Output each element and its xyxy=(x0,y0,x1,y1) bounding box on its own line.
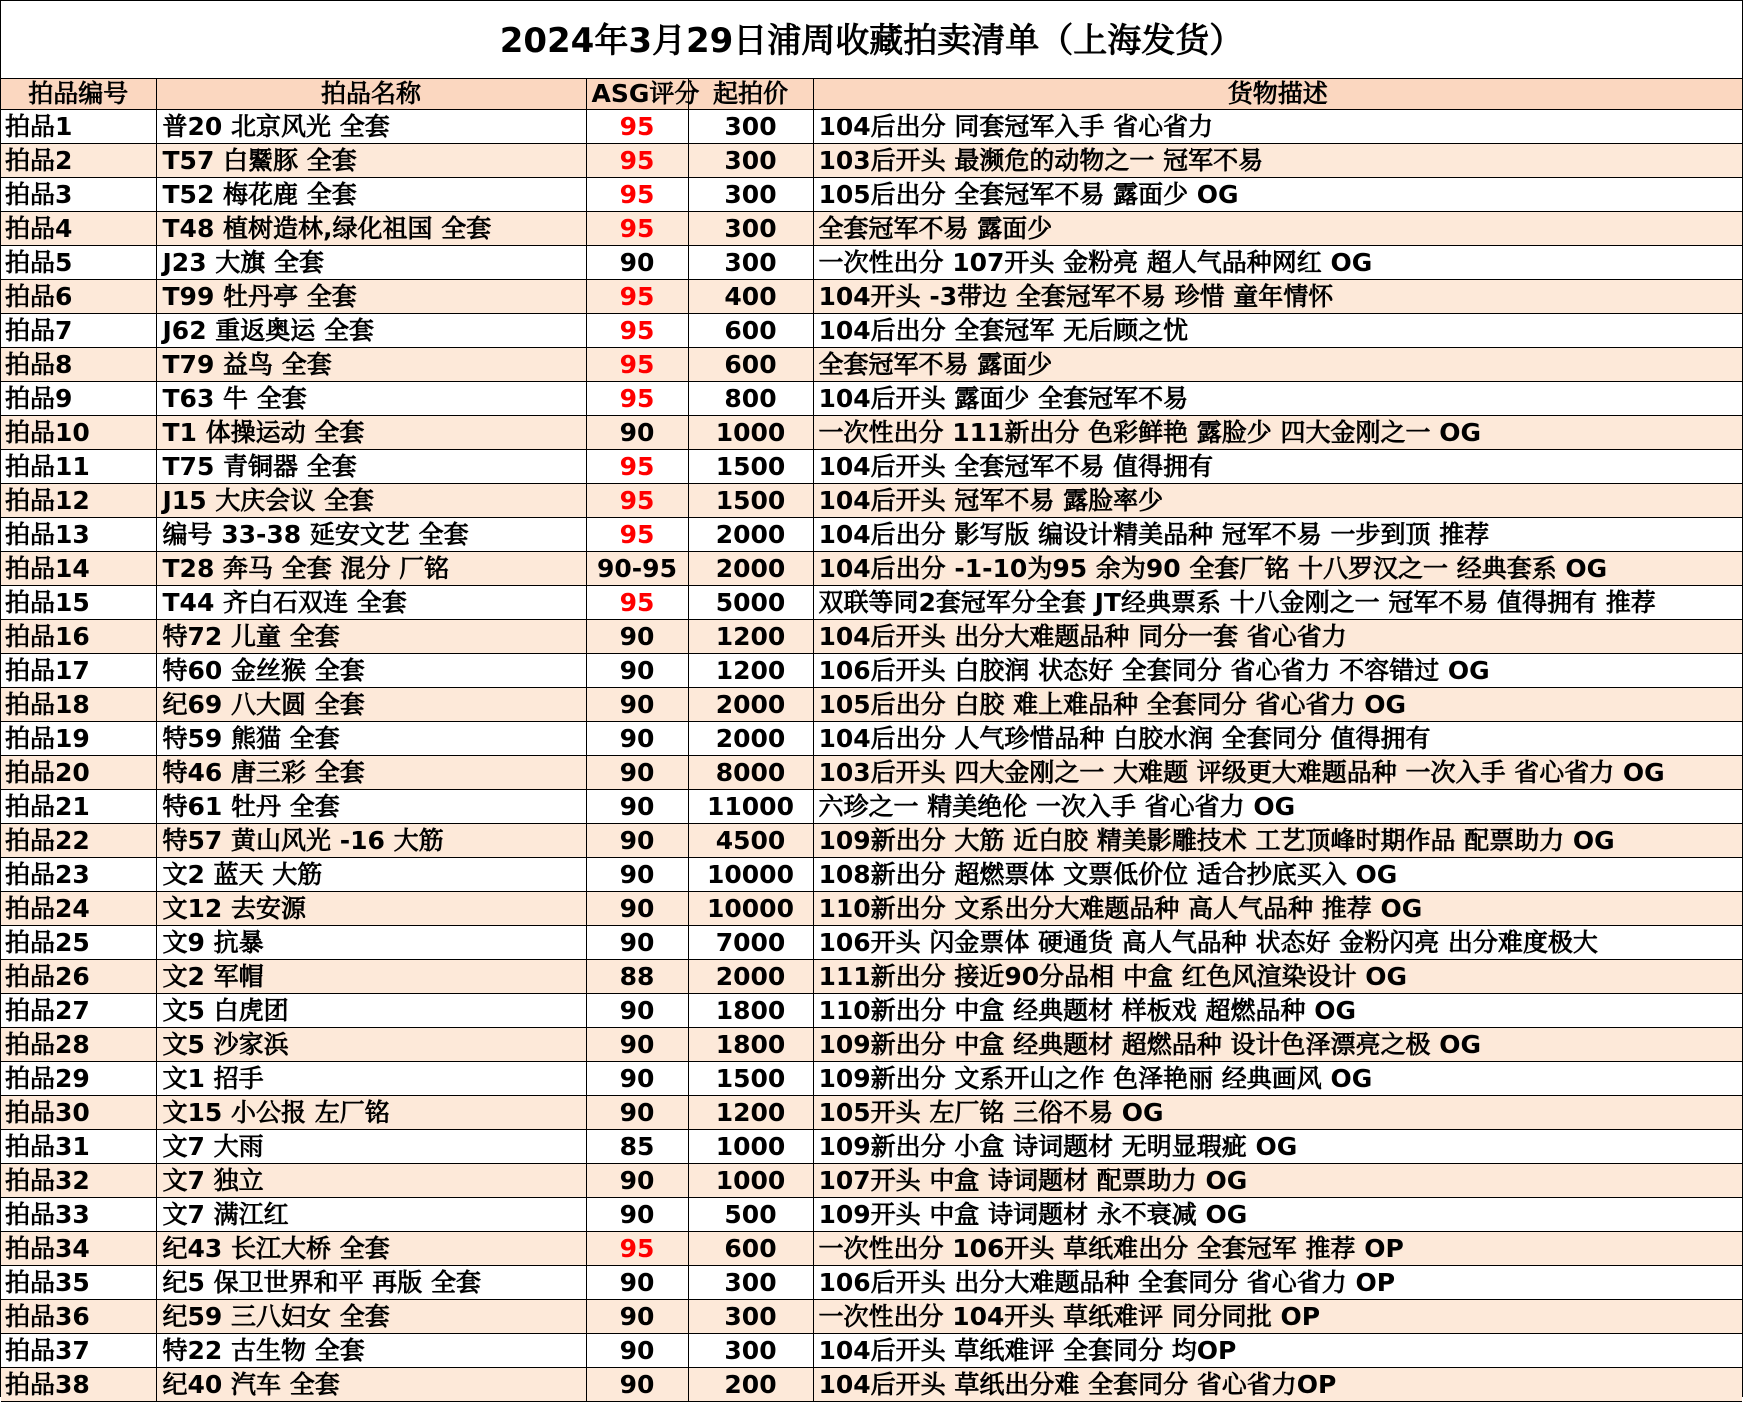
table-body xyxy=(1,110,1742,1402)
lot-number-cell: 拍品7 xyxy=(1,314,156,348)
lot-name-cell: T63 牛 全套 xyxy=(156,382,586,416)
asg-score-cell: 90 xyxy=(586,246,688,280)
table-row xyxy=(1,518,1742,552)
asg-score-cell: 95 xyxy=(586,314,688,348)
header-lot-number: 拍品编号 xyxy=(1,79,156,110)
description-cell: 103后开头 四大金刚之一 大难题 评级更大难题品种 一次入手 省心省力 OG xyxy=(813,756,1742,790)
asg-score-cell: 90 xyxy=(586,790,688,824)
asg-score-cell: 90 xyxy=(586,1062,688,1096)
table-row xyxy=(1,858,1742,892)
description-cell: 104后开头 全套冠军不易 值得拥有 xyxy=(813,450,1742,484)
asg-score-cell: 90 xyxy=(586,1096,688,1130)
start-price-cell: 300 xyxy=(688,1334,813,1368)
lot-number-cell: 拍品35 xyxy=(1,1266,156,1300)
lot-number-cell: 拍品36 xyxy=(1,1300,156,1334)
lot-number-cell: 拍品20 xyxy=(1,756,156,790)
asg-score-cell: 95 xyxy=(586,144,688,178)
description-cell: 一次性出分 111新出分 色彩鲜艳 露脸少 四大金刚之一 OG xyxy=(813,416,1742,450)
lot-number-cell: 拍品14 xyxy=(1,552,156,586)
lot-number-cell: 拍品11 xyxy=(1,450,156,484)
lot-name-cell: T48 植树造林,绿化祖国 全套 xyxy=(156,212,586,246)
asg-score-cell: 85 xyxy=(586,1130,688,1164)
start-price-cell: 1200 xyxy=(688,1096,813,1130)
description-cell: 一次性出分 104开头 草纸难评 同分同批 OP xyxy=(813,1300,1742,1334)
table-row xyxy=(1,1028,1742,1062)
table-row xyxy=(1,1164,1742,1198)
lot-name-cell: T75 青铜器 全套 xyxy=(156,450,586,484)
lot-name-cell: 文1 招手 xyxy=(156,1062,586,1096)
asg-score-cell: 90 xyxy=(586,1368,688,1402)
header-lot-name: 拍品名称 xyxy=(156,79,586,110)
lot-name-cell: 特60 金丝猴 全套 xyxy=(156,654,586,688)
description-cell: 全套冠军不易 露面少 xyxy=(813,212,1742,246)
table-row xyxy=(1,314,1742,348)
lot-number-cell: 拍品37 xyxy=(1,1334,156,1368)
start-price-cell: 4500 xyxy=(688,824,813,858)
table-row xyxy=(1,1130,1742,1164)
asg-score-cell: 95 xyxy=(586,212,688,246)
description-cell: 六珍之一 精美绝伦 一次入手 省心省力 OG xyxy=(813,790,1742,824)
table-row xyxy=(1,620,1742,654)
lot-number-cell: 拍品3 xyxy=(1,178,156,212)
description-cell: 103后开头 最濒危的动物之一 冠军不易 xyxy=(813,144,1742,178)
table-row xyxy=(1,416,1742,450)
description-cell: 104后开头 露面少 全套冠军不易 xyxy=(813,382,1742,416)
description-cell: 一次性出分 106开头 草纸难出分 全套冠军 推荐 OP xyxy=(813,1232,1742,1266)
start-price-cell: 600 xyxy=(688,314,813,348)
description-cell: 全套冠军不易 露面少 xyxy=(813,348,1742,382)
description-cell: 105后出分 白胶 难上难品种 全套同分 省心省力 OG xyxy=(813,688,1742,722)
start-price-cell: 300 xyxy=(688,1300,813,1334)
lot-number-cell: 拍品31 xyxy=(1,1130,156,1164)
asg-score-cell: 95 xyxy=(586,178,688,212)
lot-name-cell: J23 大旗 全套 xyxy=(156,246,586,280)
table-row xyxy=(1,178,1742,212)
lot-number-cell: 拍品17 xyxy=(1,654,156,688)
asg-score-cell: 88 xyxy=(586,960,688,994)
start-price-cell: 400 xyxy=(688,280,813,314)
start-price-cell: 600 xyxy=(688,1232,813,1266)
lot-name-cell: 文12 去安源 xyxy=(156,892,586,926)
asg-score-cell: 90 xyxy=(586,654,688,688)
asg-score-cell: 90 xyxy=(586,892,688,926)
asg-score-cell: 95 xyxy=(586,348,688,382)
lot-number-cell: 拍品32 xyxy=(1,1164,156,1198)
start-price-cell: 300 xyxy=(688,1266,813,1300)
sheet-title: 2024年3月29日浦周收藏拍卖清单（上海发货） xyxy=(1,1,1742,79)
lot-number-cell: 拍品8 xyxy=(1,348,156,382)
start-price-cell: 600 xyxy=(688,348,813,382)
description-cell: 107开头 中盒 诗词题材 配票助力 OG xyxy=(813,1164,1742,1198)
description-cell: 104后开头 草纸出分难 全套同分 省心省力OP xyxy=(813,1368,1742,1402)
description-cell: 双联等同2套冠军分全套 JT经典票系 十八金刚之一 冠军不易 值得拥有 推荐 xyxy=(813,586,1742,620)
table-row xyxy=(1,212,1742,246)
table-row xyxy=(1,552,1742,586)
asg-score-cell: 90 xyxy=(586,1164,688,1198)
description-cell: 108新出分 超燃票体 文票低价位 适合抄底买入 OG xyxy=(813,858,1742,892)
description-cell: 104后开头 冠军不易 露脸率少 xyxy=(813,484,1742,518)
start-price-cell: 300 xyxy=(688,178,813,212)
lot-number-cell: 拍品30 xyxy=(1,1096,156,1130)
description-cell: 109开头 中盒 诗词题材 永不衰减 OG xyxy=(813,1198,1742,1232)
description-cell: 106后开头 白胶润 状态好 全套同分 省心省力 不容错过 OG xyxy=(813,654,1742,688)
lot-name-cell: 文2 军帽 xyxy=(156,960,586,994)
table-row xyxy=(1,756,1742,790)
asg-score-cell: 90 xyxy=(586,926,688,960)
asg-score-cell: 90 xyxy=(586,416,688,450)
asg-score-cell: 95 xyxy=(586,450,688,484)
start-price-cell: 2000 xyxy=(688,552,813,586)
table-row xyxy=(1,1062,1742,1096)
asg-score-cell: 90 xyxy=(586,1198,688,1232)
table-row xyxy=(1,1198,1742,1232)
lot-name-cell: J62 重返奥运 全套 xyxy=(156,314,586,348)
lot-number-cell: 拍品26 xyxy=(1,960,156,994)
lot-name-cell: 特72 儿童 全套 xyxy=(156,620,586,654)
description-cell: 109新出分 文系开山之作 色泽艳丽 经典画风 OG xyxy=(813,1062,1742,1096)
asg-score-cell: 90 xyxy=(586,994,688,1028)
start-price-cell: 2000 xyxy=(688,688,813,722)
asg-score-cell: 95 xyxy=(586,518,688,552)
table-row xyxy=(1,960,1742,994)
lot-number-cell: 拍品28 xyxy=(1,1028,156,1062)
description-cell: 104后出分 -1-10为95 余为90 全套厂铭 十八罗汉之一 经典套系 OG xyxy=(813,552,1742,586)
lot-number-cell: 拍品21 xyxy=(1,790,156,824)
lot-number-cell: 拍品22 xyxy=(1,824,156,858)
start-price-cell: 8000 xyxy=(688,756,813,790)
description-cell: 104后出分 影写版 编设计精美品种 冠军不易 一步到顶 推荐 xyxy=(813,518,1742,552)
description-cell: 105开头 左厂铭 三俗不易 OG xyxy=(813,1096,1742,1130)
table-row xyxy=(1,994,1742,1028)
asg-score-cell: 90 xyxy=(586,824,688,858)
start-price-cell: 1000 xyxy=(688,416,813,450)
description-cell: 104后出分 同套冠军入手 省心省力 xyxy=(813,110,1742,144)
header-description: 货物描述 xyxy=(813,79,1742,110)
lot-name-cell: 文7 独立 xyxy=(156,1164,586,1198)
lot-name-cell: 普20 北京风光 全套 xyxy=(156,110,586,144)
lot-name-cell: J15 大庆会议 全套 xyxy=(156,484,586,518)
lot-number-cell: 拍品16 xyxy=(1,620,156,654)
lot-name-cell: 文5 沙家浜 xyxy=(156,1028,586,1062)
start-price-cell: 1200 xyxy=(688,620,813,654)
table-row xyxy=(1,110,1742,144)
lot-number-cell: 拍品2 xyxy=(1,144,156,178)
description-cell: 111新出分 接近90分品相 中盒 红色风渲染设计 OG xyxy=(813,960,1742,994)
table-row xyxy=(1,246,1742,280)
start-price-cell: 300 xyxy=(688,212,813,246)
header-asg-score: ASG评分 xyxy=(586,79,688,110)
asg-score-cell: 90-95 xyxy=(586,552,688,586)
lot-name-cell: 纪43 长江大桥 全套 xyxy=(156,1232,586,1266)
description-cell: 105后出分 全套冠军不易 露面少 OG xyxy=(813,178,1742,212)
asg-score-cell: 90 xyxy=(586,1266,688,1300)
table-row xyxy=(1,484,1742,518)
table-row xyxy=(1,654,1742,688)
lot-number-cell: 拍品34 xyxy=(1,1232,156,1266)
description-cell: 106开头 闪金票体 硬通货 高人气品种 状态好 金粉闪亮 出分难度极大 xyxy=(813,926,1742,960)
asg-score-cell: 90 xyxy=(586,1334,688,1368)
lot-name-cell: 文5 白虎团 xyxy=(156,994,586,1028)
table-row xyxy=(1,1300,1742,1334)
table-row xyxy=(1,892,1742,926)
lot-number-cell: 拍品23 xyxy=(1,858,156,892)
start-price-cell: 1200 xyxy=(688,654,813,688)
lot-name-cell: 特61 牡丹 全套 xyxy=(156,790,586,824)
table-row xyxy=(1,688,1742,722)
start-price-cell: 800 xyxy=(688,382,813,416)
description-cell: 109新出分 大筋 近白胶 精美影雕技术 工艺顶峰时期作品 配票助力 OG xyxy=(813,824,1742,858)
start-price-cell: 300 xyxy=(688,110,813,144)
start-price-cell: 300 xyxy=(688,246,813,280)
table-row xyxy=(1,790,1742,824)
table-row xyxy=(1,926,1742,960)
auction-table xyxy=(1,79,1742,1402)
start-price-cell: 200 xyxy=(688,1368,813,1402)
start-price-cell: 5000 xyxy=(688,586,813,620)
start-price-cell: 2000 xyxy=(688,518,813,552)
asg-score-cell: 90 xyxy=(586,1300,688,1334)
lot-number-cell: 拍品27 xyxy=(1,994,156,1028)
start-price-cell: 10000 xyxy=(688,892,813,926)
asg-score-cell: 95 xyxy=(586,110,688,144)
lot-number-cell: 拍品6 xyxy=(1,280,156,314)
table-row xyxy=(1,1266,1742,1300)
table-row xyxy=(1,1334,1742,1368)
description-cell: 104后出分 人气珍惜品种 白胶水润 全套同分 值得拥有 xyxy=(813,722,1742,756)
start-price-cell: 300 xyxy=(688,144,813,178)
asg-score-cell: 90 xyxy=(586,1028,688,1062)
table-row xyxy=(1,144,1742,178)
lot-name-cell: 特46 唐三彩 全套 xyxy=(156,756,586,790)
lot-number-cell: 拍品4 xyxy=(1,212,156,246)
lot-number-cell: 拍品15 xyxy=(1,586,156,620)
lot-name-cell: 文7 满江红 xyxy=(156,1198,586,1232)
description-cell: 104后开头 草纸难评 全套同分 均OP xyxy=(813,1334,1742,1368)
table-row xyxy=(1,382,1742,416)
description-cell: 106后开头 出分大难题品种 全套同分 省心省力 OP xyxy=(813,1266,1742,1300)
lot-name-cell: 文15 小公报 左厂铭 xyxy=(156,1096,586,1130)
header-start-price: 起拍价 xyxy=(688,79,813,110)
lot-number-cell: 拍品24 xyxy=(1,892,156,926)
lot-name-cell: T99 牡丹亭 全套 xyxy=(156,280,586,314)
lot-name-cell: 特57 黄山风光 -16 大筋 xyxy=(156,824,586,858)
lot-name-cell: T44 齐白石双连 全套 xyxy=(156,586,586,620)
start-price-cell: 1000 xyxy=(688,1130,813,1164)
lot-name-cell: 文9 抗暴 xyxy=(156,926,586,960)
asg-score-cell: 95 xyxy=(586,382,688,416)
description-cell: 104后开头 出分大难题品种 同分一套 省心省力 xyxy=(813,620,1742,654)
start-price-cell: 2000 xyxy=(688,722,813,756)
asg-score-cell: 95 xyxy=(586,1232,688,1266)
asg-score-cell: 95 xyxy=(586,484,688,518)
lot-name-cell: T28 奔马 全套 混分 厂铭 xyxy=(156,552,586,586)
lot-name-cell: 纪69 八大圆 全套 xyxy=(156,688,586,722)
lot-name-cell: T1 体操运动 全套 xyxy=(156,416,586,450)
description-cell: 104开头 -3带边 全套冠军不易 珍惜 童年情怀 xyxy=(813,280,1742,314)
start-price-cell: 2000 xyxy=(688,960,813,994)
table-row xyxy=(1,1232,1742,1266)
start-price-cell: 11000 xyxy=(688,790,813,824)
lot-name-cell: 文2 蓝天 大筋 xyxy=(156,858,586,892)
description-cell: 109新出分 小盒 诗词题材 无明显瑕疵 OG xyxy=(813,1130,1742,1164)
asg-score-cell: 90 xyxy=(586,620,688,654)
table-row xyxy=(1,1096,1742,1130)
table-row xyxy=(1,586,1742,620)
lot-number-cell: 拍品19 xyxy=(1,722,156,756)
table-row xyxy=(1,722,1742,756)
start-price-cell: 7000 xyxy=(688,926,813,960)
start-price-cell: 1000 xyxy=(688,1164,813,1198)
asg-score-cell: 90 xyxy=(586,756,688,790)
lot-name-cell: T79 益鸟 全套 xyxy=(156,348,586,382)
table-row xyxy=(1,1368,1742,1402)
lot-name-cell: 特59 熊猫 全套 xyxy=(156,722,586,756)
lot-number-cell: 拍品18 xyxy=(1,688,156,722)
start-price-cell: 1800 xyxy=(688,994,813,1028)
header-row xyxy=(1,79,1742,110)
lot-number-cell: 拍品1 xyxy=(1,110,156,144)
asg-score-cell: 90 xyxy=(586,688,688,722)
lot-name-cell: 纪59 三八妇女 全套 xyxy=(156,1300,586,1334)
asg-score-cell: 90 xyxy=(586,858,688,892)
lot-name-cell: 文7 大雨 xyxy=(156,1130,586,1164)
start-price-cell: 1500 xyxy=(688,484,813,518)
table-row xyxy=(1,348,1742,382)
description-cell: 一次性出分 107开头 金粉亮 超人气品种网红 OG xyxy=(813,246,1742,280)
description-cell: 109新出分 中盒 经典题材 超燃品种 设计色泽漂亮之极 OG xyxy=(813,1028,1742,1062)
lot-number-cell: 拍品10 xyxy=(1,416,156,450)
description-cell: 110新出分 中盒 经典题材 样板戏 超燃品种 OG xyxy=(813,994,1742,1028)
lot-name-cell: T57 白鱀豚 全套 xyxy=(156,144,586,178)
table-row xyxy=(1,450,1742,484)
lot-name-cell: 纪5 保卫世界和平 再版 全套 xyxy=(156,1266,586,1300)
lot-number-cell: 拍品9 xyxy=(1,382,156,416)
start-price-cell: 10000 xyxy=(688,858,813,892)
lot-number-cell: 拍品13 xyxy=(1,518,156,552)
start-price-cell: 500 xyxy=(688,1198,813,1232)
lot-number-cell: 拍品38 xyxy=(1,1368,156,1402)
table-row xyxy=(1,824,1742,858)
lot-number-cell: 拍品12 xyxy=(1,484,156,518)
lot-name-cell: 编号 33-38 延安文艺 全套 xyxy=(156,518,586,552)
lot-name-cell: T52 梅花鹿 全套 xyxy=(156,178,586,212)
asg-score-cell: 95 xyxy=(586,586,688,620)
description-cell: 104后出分 全套冠军 无后顾之忧 xyxy=(813,314,1742,348)
lot-name-cell: 特22 古生物 全套 xyxy=(156,1334,586,1368)
asg-score-cell: 95 xyxy=(586,280,688,314)
start-price-cell: 1800 xyxy=(688,1028,813,1062)
table-row xyxy=(1,280,1742,314)
lot-name-cell: 纪40 汽车 全套 xyxy=(156,1368,586,1402)
lot-number-cell: 拍品5 xyxy=(1,246,156,280)
lot-number-cell: 拍品29 xyxy=(1,1062,156,1096)
start-price-cell: 1500 xyxy=(688,450,813,484)
start-price-cell: 1500 xyxy=(688,1062,813,1096)
description-cell: 110新出分 文系出分大难题品种 高人气品种 推荐 OG xyxy=(813,892,1742,926)
lot-number-cell: 拍品33 xyxy=(1,1198,156,1232)
lot-number-cell: 拍品25 xyxy=(1,926,156,960)
asg-score-cell: 90 xyxy=(586,722,688,756)
